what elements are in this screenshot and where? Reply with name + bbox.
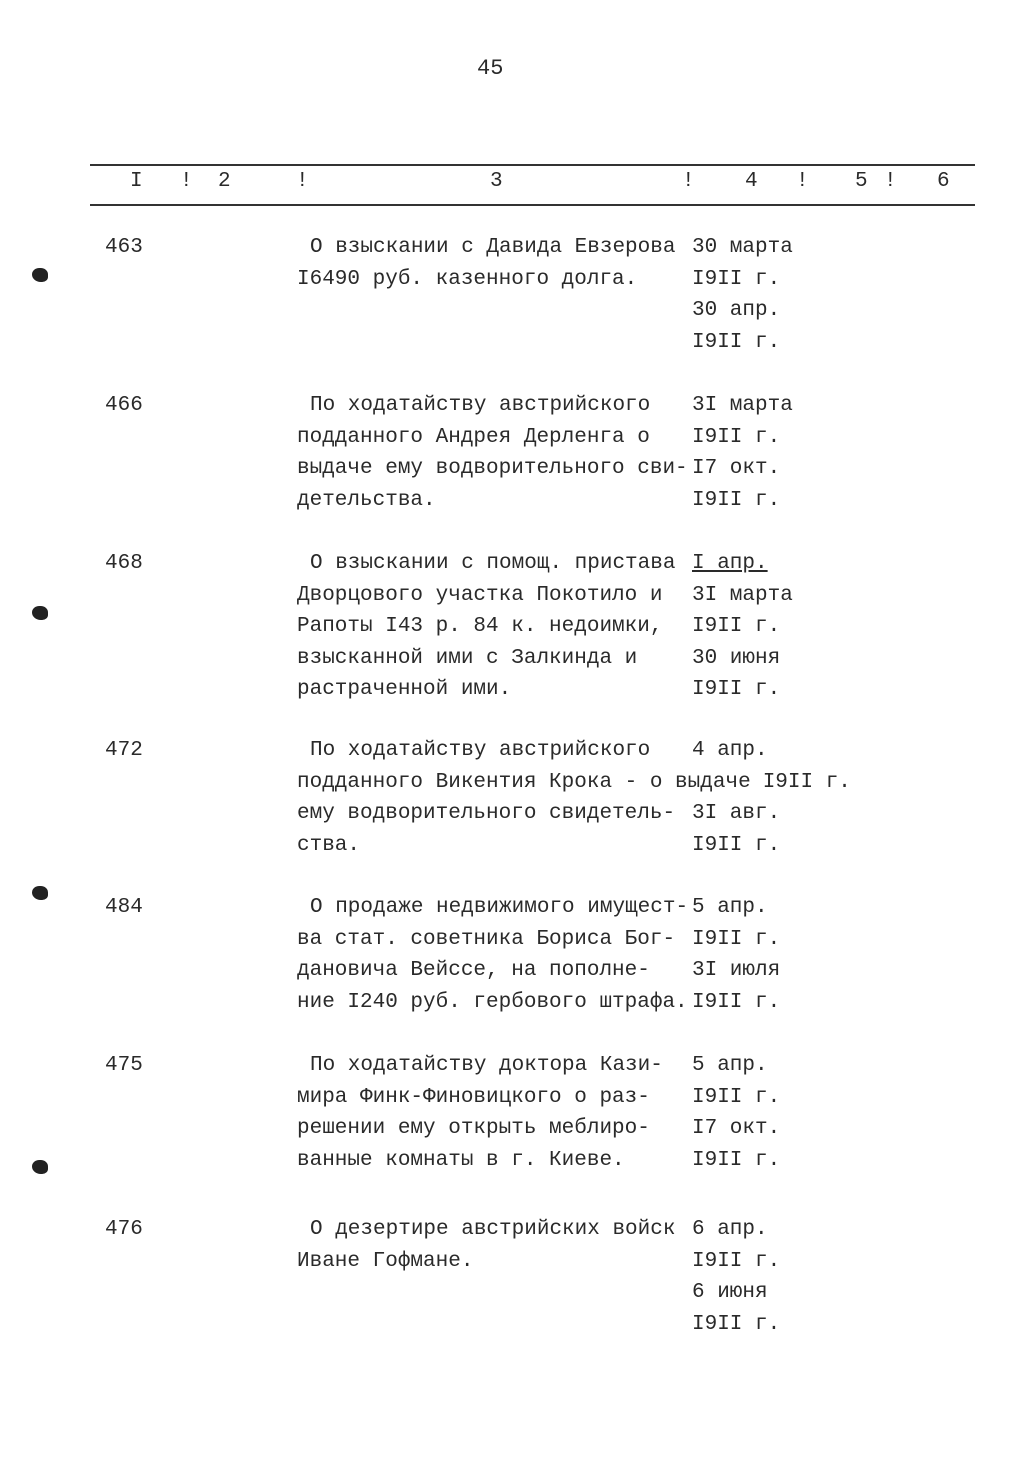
case-date: I9II г.	[692, 330, 781, 354]
case-number: 484	[105, 896, 143, 919]
row-line	[297, 834, 780, 865]
case-number: 466	[105, 394, 143, 417]
row-line	[297, 1250, 780, 1281]
case-number: 476	[105, 1218, 143, 1241]
row-line	[297, 739, 768, 770]
case-date: I9II г.	[692, 1085, 781, 1109]
row-line	[297, 1086, 780, 1117]
case-description: О взыскании с Давида Евзерова	[310, 236, 676, 259]
case-date: I9II г.	[692, 678, 781, 701]
case-description: решении ему открыть меблиро-	[297, 1117, 650, 1140]
case-date: I9II г.	[692, 990, 781, 1014]
column-separator: !	[180, 170, 193, 193]
case-date: 30 июня	[692, 646, 781, 670]
column-separator: !	[296, 170, 309, 193]
row-line	[297, 268, 780, 299]
row-line	[297, 1281, 768, 1312]
column-header-cell: 3	[490, 170, 503, 193]
case-number: 468	[105, 552, 143, 575]
case-date: 3I авг.	[692, 802, 781, 825]
case-description: О дезертире австрийских войск	[310, 1218, 676, 1241]
case-description: I6490 руб. казенного долга.	[297, 267, 638, 291]
header-top-rule	[90, 164, 975, 166]
case-date: 6 июня	[692, 1281, 768, 1304]
case-description: выдаче ему водворительного сви-	[297, 457, 688, 480]
row-line	[297, 1313, 780, 1344]
case-description: подданного Викентия Крока - о выдаче	[297, 770, 751, 794]
row-line	[297, 991, 780, 1022]
case-description: ства.	[297, 833, 361, 857]
case-date: I9II г.	[692, 927, 781, 951]
case-date: I9II г.	[692, 1249, 781, 1273]
row-line	[297, 802, 780, 833]
case-date: 3I июля	[692, 959, 781, 982]
case-date: 5 апр.	[692, 896, 768, 919]
case-date: I9II г.	[692, 488, 781, 512]
case-date: I9II г.	[692, 425, 781, 449]
row-line	[297, 647, 780, 678]
case-date: 3I марта	[692, 583, 793, 607]
row-line	[297, 584, 793, 615]
case-number: 475	[105, 1054, 143, 1077]
case-description: дановича Вейссе, на пополне-	[297, 959, 650, 982]
case-description: О продаже недвижимого имущест-	[310, 896, 689, 919]
row-line	[297, 615, 780, 646]
case-description: ние I240 руб. гербового штрафа.	[297, 990, 688, 1014]
row-line	[297, 1054, 768, 1085]
case-date: I9II г.	[692, 267, 781, 291]
case-description	[297, 331, 692, 362]
case-date: 3I марта	[692, 394, 793, 417]
row-line	[297, 457, 780, 488]
case-description: По ходатайству австрийского	[310, 739, 651, 762]
case-description: мира Финк-Финовицкого о раз-	[297, 1085, 650, 1109]
case-description: детельства.	[297, 488, 436, 512]
case-description: взысканной ими с Залкинда и	[297, 646, 638, 670]
case-description: Дворцового участка Покотило и	[297, 583, 663, 607]
column-separator: !	[796, 170, 809, 193]
row-line	[297, 552, 768, 583]
case-date: I7 окт.	[692, 1117, 781, 1140]
case-description: ванные комнаты в г. Киеве.	[297, 1148, 625, 1172]
row-line	[297, 236, 793, 267]
case-description	[297, 299, 692, 330]
case-date: I9II г.	[692, 1312, 781, 1336]
case-description: растраченной ими.	[297, 678, 512, 701]
binding-hole-mark	[32, 606, 48, 620]
case-description	[297, 1281, 692, 1312]
case-description: О взыскании с помощ. пристава	[310, 552, 676, 575]
case-description	[297, 1313, 692, 1344]
row-line	[297, 678, 780, 709]
case-description: ему водворительного свидетель-	[297, 802, 676, 825]
binding-hole-mark	[32, 1160, 48, 1174]
row-line	[297, 426, 780, 457]
row-line	[297, 1117, 780, 1148]
row-line	[297, 299, 780, 330]
row-line	[297, 489, 780, 520]
column-separator: !	[682, 170, 695, 193]
page-number: 45	[477, 56, 504, 81]
case-description: подданного Андрея Дерленга о	[297, 425, 650, 449]
case-date: 4 апр.	[692, 739, 768, 762]
case-date: I7 окт.	[692, 457, 781, 480]
row-line	[297, 771, 851, 802]
case-number: 463	[105, 236, 143, 259]
case-date: 30 апр.	[692, 299, 781, 322]
binding-hole-mark	[32, 886, 48, 900]
case-date: I9II г.	[692, 1148, 781, 1172]
case-description: Рапоты I43 р. 84 к. недоимки,	[297, 615, 663, 638]
column-header-cell: 5	[855, 170, 868, 193]
column-header-cell: I	[130, 170, 143, 193]
row-line	[297, 928, 780, 959]
case-description: По ходатайству доктора Кази-	[310, 1054, 663, 1077]
case-date: I апр.	[692, 552, 768, 575]
case-number: 472	[105, 739, 143, 762]
case-date: 30 марта	[692, 236, 793, 259]
case-description: По ходатайству австрийского	[310, 394, 651, 417]
row-line	[297, 394, 793, 425]
column-header-cell: 2	[218, 170, 231, 193]
column-header-cell: 6	[937, 170, 950, 193]
case-date: 6 апр.	[692, 1218, 768, 1241]
case-date: I9II г.	[692, 833, 781, 857]
case-description: ва стат. советника Бориса Бог-	[297, 927, 676, 951]
header-bottom-rule	[90, 204, 975, 206]
binding-hole-mark	[32, 268, 48, 282]
row-line	[297, 331, 780, 362]
case-date: I9II г.	[762, 770, 851, 794]
case-description: Иване Гофмане.	[297, 1249, 474, 1273]
case-date: 5 апр.	[692, 1054, 768, 1077]
row-line	[297, 1218, 768, 1249]
column-separator: !	[884, 170, 897, 193]
row-line	[297, 1149, 780, 1180]
row-line	[297, 896, 768, 927]
row-line	[297, 959, 780, 990]
case-date: I9II г.	[692, 615, 781, 638]
column-header-cell: 4	[745, 170, 758, 193]
